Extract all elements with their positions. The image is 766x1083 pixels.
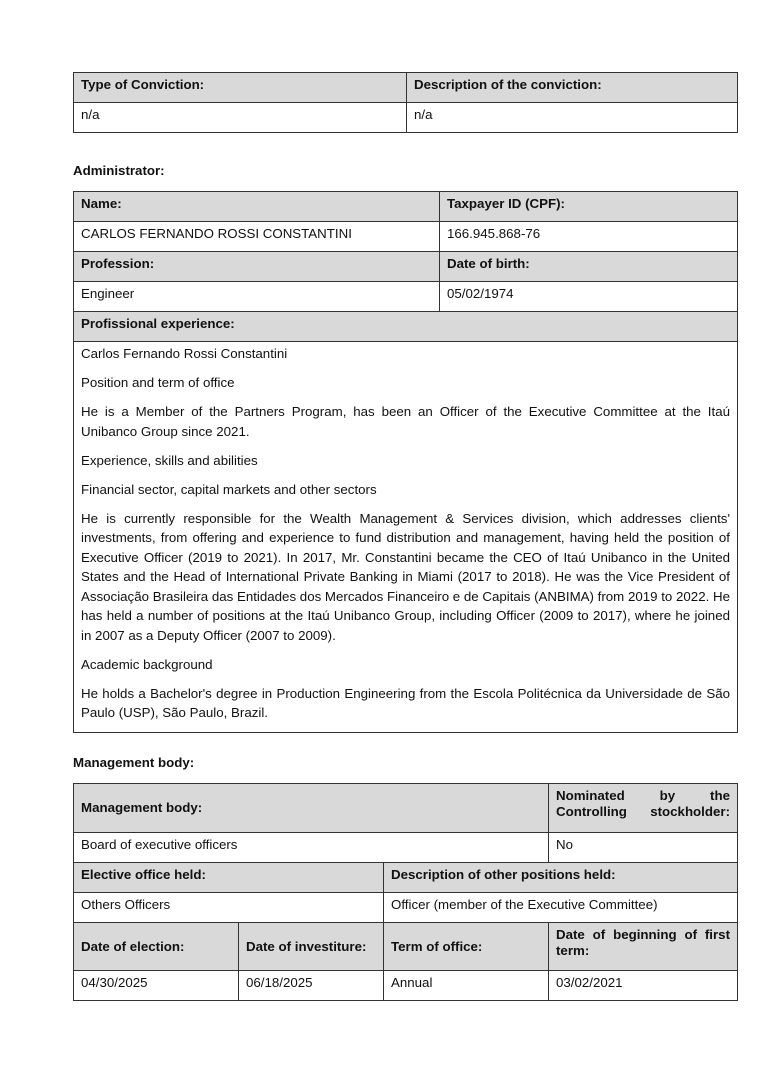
experience-body [74,342,738,733]
nominated-header: Nominated by the Controlling stockholder: [549,784,738,833]
experience-paragraph: Financial sector, capital markets and other sectors [81,481,377,497]
experience-paragraph: He is a Member of the Partners Program, has been an Officer of the Executive Committee at the Itaú Unibanco Group since 2021. [81,404,730,439]
first-term-header: Date of beginning of first term: [549,923,738,971]
management-body-value: Board of executive officers [74,833,549,863]
dob-header: Date of birth: [440,252,738,282]
election-date-value: 04/30/2025 [74,971,239,1001]
experience-paragraph: Academic background [81,656,213,672]
investiture-date-header: Date of investiture: [239,923,384,971]
type-of-conviction-header: Type of Conviction: [74,73,407,103]
other-positions-header: Description of other positions held: [384,863,738,893]
term-of-office-header: Term of office: [384,923,549,971]
conviction-table [73,72,738,133]
cpf-header: Taxpayer ID (CPF): [440,192,738,222]
elective-office-value: Others Officers [74,893,384,923]
conviction-description-value: n/a [407,103,738,133]
cpf-value: 166.945.868-76 [440,222,738,252]
management-body-header: Management body: [74,784,549,833]
other-positions-value: Officer (member of the Executive Committee) [384,893,738,923]
term-of-office-value: Annual [384,971,549,1001]
experience-paragraph: Carlos Fernando Rossi Constantini [81,346,288,361]
name-header: Name: [74,192,440,222]
investiture-date-value: 06/18/2025 [239,971,384,1001]
experience-paragraph: Experience, skills and abilities [81,452,258,468]
management-section-label: Management body: [73,755,195,770]
administrator-table [73,191,738,733]
experience-header: Profissional experience: [74,312,738,342]
election-date-header: Date of election: [74,923,239,971]
type-of-conviction-value: n/a [74,103,407,133]
experience-paragraph: Position and term of office [81,375,235,390]
name-value: CARLOS FERNANDO ROSSI CONSTANTINI [74,222,440,252]
administrator-section-label: Administrator: [73,163,165,178]
experience-paragraph: He is currently responsible for the Wealth Management & Services division, which addresses clients' investments, from offering and experience to fund distribution and management, having held the position of Executive Officer (2019 to 2021). In 2017, Mr. Constantini became the CEO of Itaú Unibanco in the United States and the Head of International Private Banking in Miami (2017 to 2018). He was the Vice President of Associação Brasileira das Entidades dos Mercados Financeiro e de Capitais (ANBIMA) from 2019 to 2022. He has held a number of positions at the Itaú Unibanco Group, including Officer (2009 to 2017), where he joined in 2007 as a Deputy Officer (2007 to 2009). [81,510,730,643]
nominated-value: No [549,833,738,863]
conviction-description-header: Description of the conviction: [407,73,738,103]
experience-paragraph: He holds a Bachelor's degree in Production Engineering from the Escola Politécnica da Universidade de São Paulo (USP), São Paulo, Brazil. [81,685,730,720]
profession-header: Profession: [74,252,440,282]
management-table [73,783,738,1001]
first-term-value: 03/02/2021 [549,971,738,1001]
elective-office-header: Elective office held: [74,863,384,893]
dob-value: 05/02/1974 [440,282,738,312]
profession-value: Engineer [74,282,440,312]
